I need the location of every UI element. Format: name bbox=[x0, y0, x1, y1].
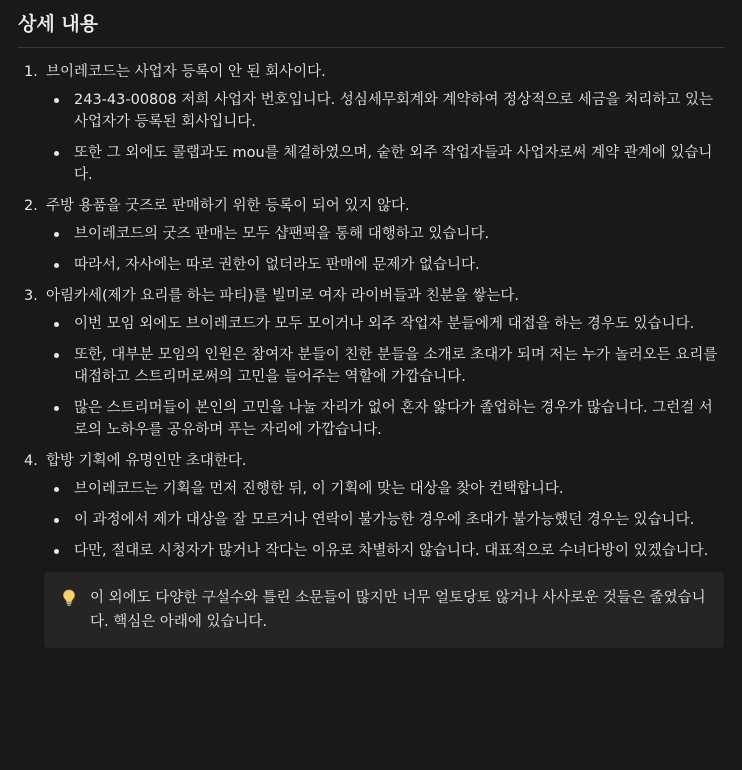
page-title: 상세 내용 bbox=[18, 10, 724, 48]
list-number: 1. bbox=[24, 64, 38, 80]
numbered-list bbox=[18, 61, 724, 562]
bullet-text: 브이레코드의 굿즈 판매는 모두 샵팬픽을 통해 대행하고 있습니다. bbox=[74, 226, 490, 242]
list-item-text: 아림카세(제가 요리를 하는 파티)를 빌미로 여자 라이버들과 친분을 쌓는다. bbox=[46, 288, 520, 304]
bullet-item bbox=[46, 313, 724, 335]
bullet-dot bbox=[54, 98, 59, 103]
bullet-item bbox=[46, 89, 724, 133]
bullet-list bbox=[46, 313, 724, 441]
bullet-text: 이번 모임 외에도 브이레코드가 모두 모이거나 외주 작업자 분들에게 대접을 하는 경우도 있습니다. bbox=[74, 316, 695, 332]
list-item-4 bbox=[18, 450, 724, 562]
list-item-1 bbox=[18, 61, 724, 186]
list-number: 3. bbox=[24, 288, 38, 304]
bullet-text: 따라서, 자사에는 따로 권한이 없더라도 판매에 문제가 없습니다. bbox=[74, 257, 480, 273]
bullet-text: 많은 스트리머들이 본인의 고민을 나눌 자리가 없어 혼자 앓다가 졸업하는 경우가 많습니다. 그런걸 서로의 노하우를 공유하며 푸는 자리에 가깝습니다. bbox=[74, 400, 713, 438]
lightbulb-icon bbox=[62, 589, 76, 607]
bullet-text: 243-43-00808 저희 사업자 번호입니다. 성심세무회계와 계약하여 정상적으로 세금을 처리하고 있는 사업자가 등록된 회사입니다. bbox=[74, 92, 714, 130]
bullet-dot bbox=[54, 232, 59, 237]
bullet-dot bbox=[54, 406, 59, 411]
bullet-item bbox=[46, 254, 724, 276]
bullet-text: 또한 그 외에도 콜랩과도 mou를 체결하였으며, 숱한 외주 작업자들과 사업자로써 계약 관계에 있습니다. bbox=[74, 145, 713, 183]
bullet-dot bbox=[54, 487, 59, 492]
list-item-text: 브이레코드는 사업자 등록이 안 된 회사이다. bbox=[46, 64, 326, 80]
callout-text: 이 외에도 다양한 구설수와 틀린 소문들이 많지만 너무 얼토당토 않거나 사사로운 것들은 줄였습니다. 핵심은 아래에 있습니다. bbox=[90, 590, 706, 630]
bullet-item bbox=[46, 540, 724, 562]
bullet-list bbox=[46, 478, 724, 562]
bullet-item bbox=[46, 509, 724, 531]
bullet-text: 또한, 대부분 모임의 인원은 참여자 분들이 친한 분들을 소개로 초대가 되며 저는 누가 놀러오든 요리를 대접하고 스트리머로써의 고민을 들어주는 역할에 가깝습니다. bbox=[74, 347, 718, 385]
list-item-text: 합방 기획에 유명인만 초대한다. bbox=[46, 453, 247, 469]
bullet-dot bbox=[54, 263, 59, 268]
bullet-item bbox=[46, 397, 724, 441]
bullet-item bbox=[46, 142, 724, 186]
bullet-list bbox=[46, 89, 724, 186]
bullet-dot bbox=[54, 518, 59, 523]
list-number: 4. bbox=[24, 453, 38, 469]
bullet-item bbox=[46, 478, 724, 500]
bullet-list bbox=[46, 223, 724, 276]
bullet-text: 이 과정에서 제가 대상을 잘 모르거나 연락이 불가능한 경우에 초대가 불가능했던 경우는 있습니다. bbox=[74, 512, 695, 528]
callout-box bbox=[44, 572, 724, 648]
bullet-text: 다만, 절대로 시청자가 많거나 작다는 이유로 차별하지 않습니다. 대표적으로 수녀다방이 있겠습니다. bbox=[74, 543, 709, 559]
bullet-dot bbox=[54, 151, 59, 156]
bullet-dot bbox=[54, 322, 59, 327]
list-item-2 bbox=[18, 195, 724, 276]
bullet-item bbox=[46, 344, 724, 388]
bullet-text: 브이레코드는 기획을 먼저 진행한 뒤, 이 기획에 맞는 대상을 찾아 컨택합니다. bbox=[74, 481, 564, 497]
bullet-item bbox=[46, 223, 724, 245]
bullet-dot bbox=[54, 549, 59, 554]
list-number: 2. bbox=[24, 198, 38, 214]
list-item-3 bbox=[18, 285, 724, 441]
list-item-text: 주방 용품을 굿즈로 판매하기 위한 등록이 되어 있지 않다. bbox=[46, 198, 410, 214]
bullet-dot bbox=[54, 353, 59, 358]
